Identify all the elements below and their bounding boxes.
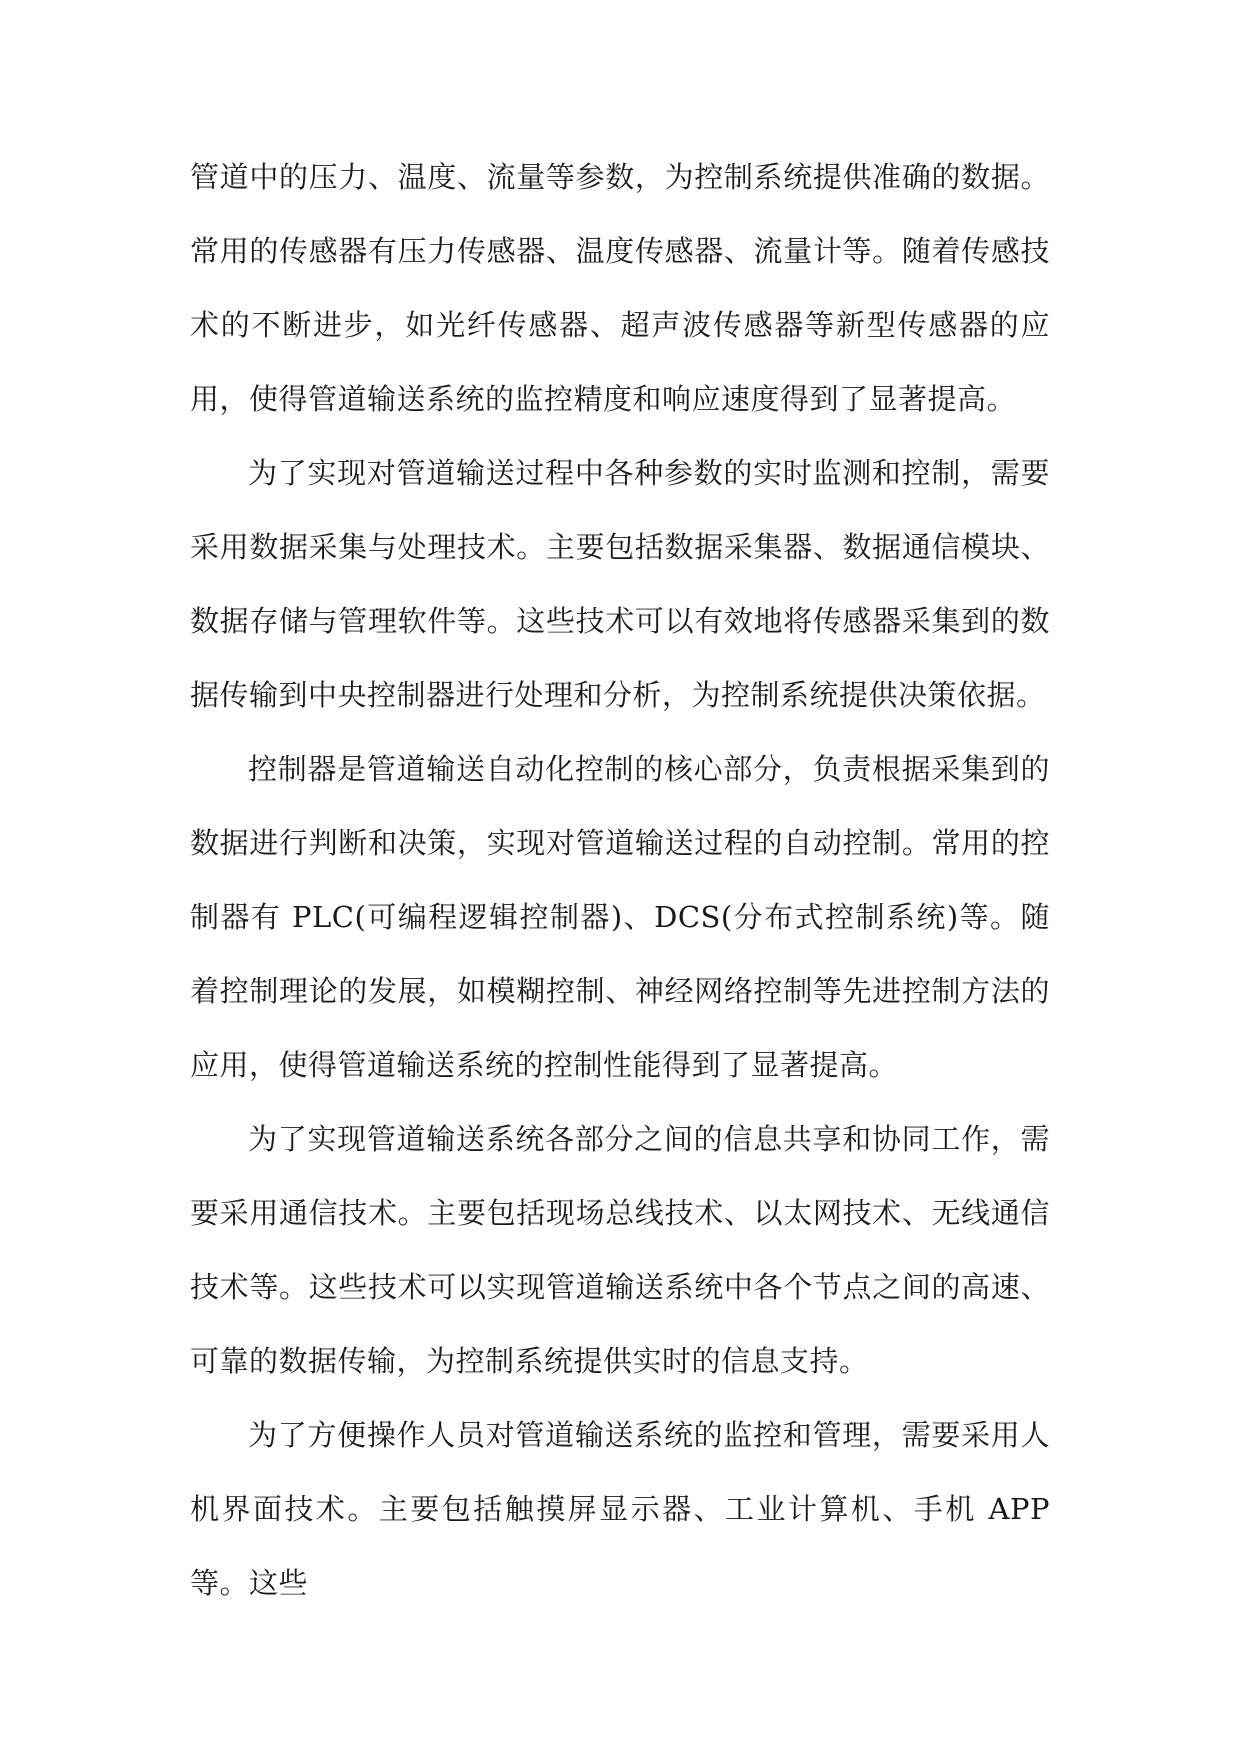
paragraph-data-acquisition: 为了实现对管道输送过程中各种参数的实时监测和控制，需要采用数据采集与处理技术。主要包括数据采集器、数据通信模块、数据存储与管理软件等。这些技术可以有效地将传感器采集到的数据传输到中央控制器进行处理和分析，为控制系统提供决策依据。 xyxy=(190,456,1050,712)
paragraph-hmi: 为了方便操作人员对管道输送系统的监控和管理，需要采用人机界面技术。主要包括触摸屏显示器、工业计算机、手机 APP 等。这些 xyxy=(190,1418,1050,1600)
body-text xyxy=(190,140,1050,1620)
paragraph-communication: 为了实现管道输送系统各部分之间的信息共享和协同工作，需要采用通信技术。主要包括现场总线技术、以太网技术、无线通信技术等。这些技术可以实现管道输送系统中各个节点之间的高速、可靠的数据传输，为控制系统提供实时的信息支持。 xyxy=(190,1122,1050,1378)
paragraph-controller: 控制器是管道输送自动化控制的核心部分，负责根据采集到的数据进行判断和决策，实现对管道输送过程的自动控制。常用的控制器有 PLC(可编程逻辑控制器)、DCS(分布式控制系统)等。随着控制理论的发展，如模糊控制、神经网络控制等先进控制方法的应用，使得管道输送系统的控制性能得到了显著提高。 xyxy=(190,752,1050,1082)
paragraph-sensors: 管道中的压力、温度、流量等参数，为控制系统提供准确的数据。常用的传感器有压力传感器、温度传感器、流量计等。随着传感技术的不断进步，如光纤传感器、超声波传感器等新型传感器的应用，使得管道输送系统的监控精度和响应速度得到了显著提高。 xyxy=(190,160,1050,416)
